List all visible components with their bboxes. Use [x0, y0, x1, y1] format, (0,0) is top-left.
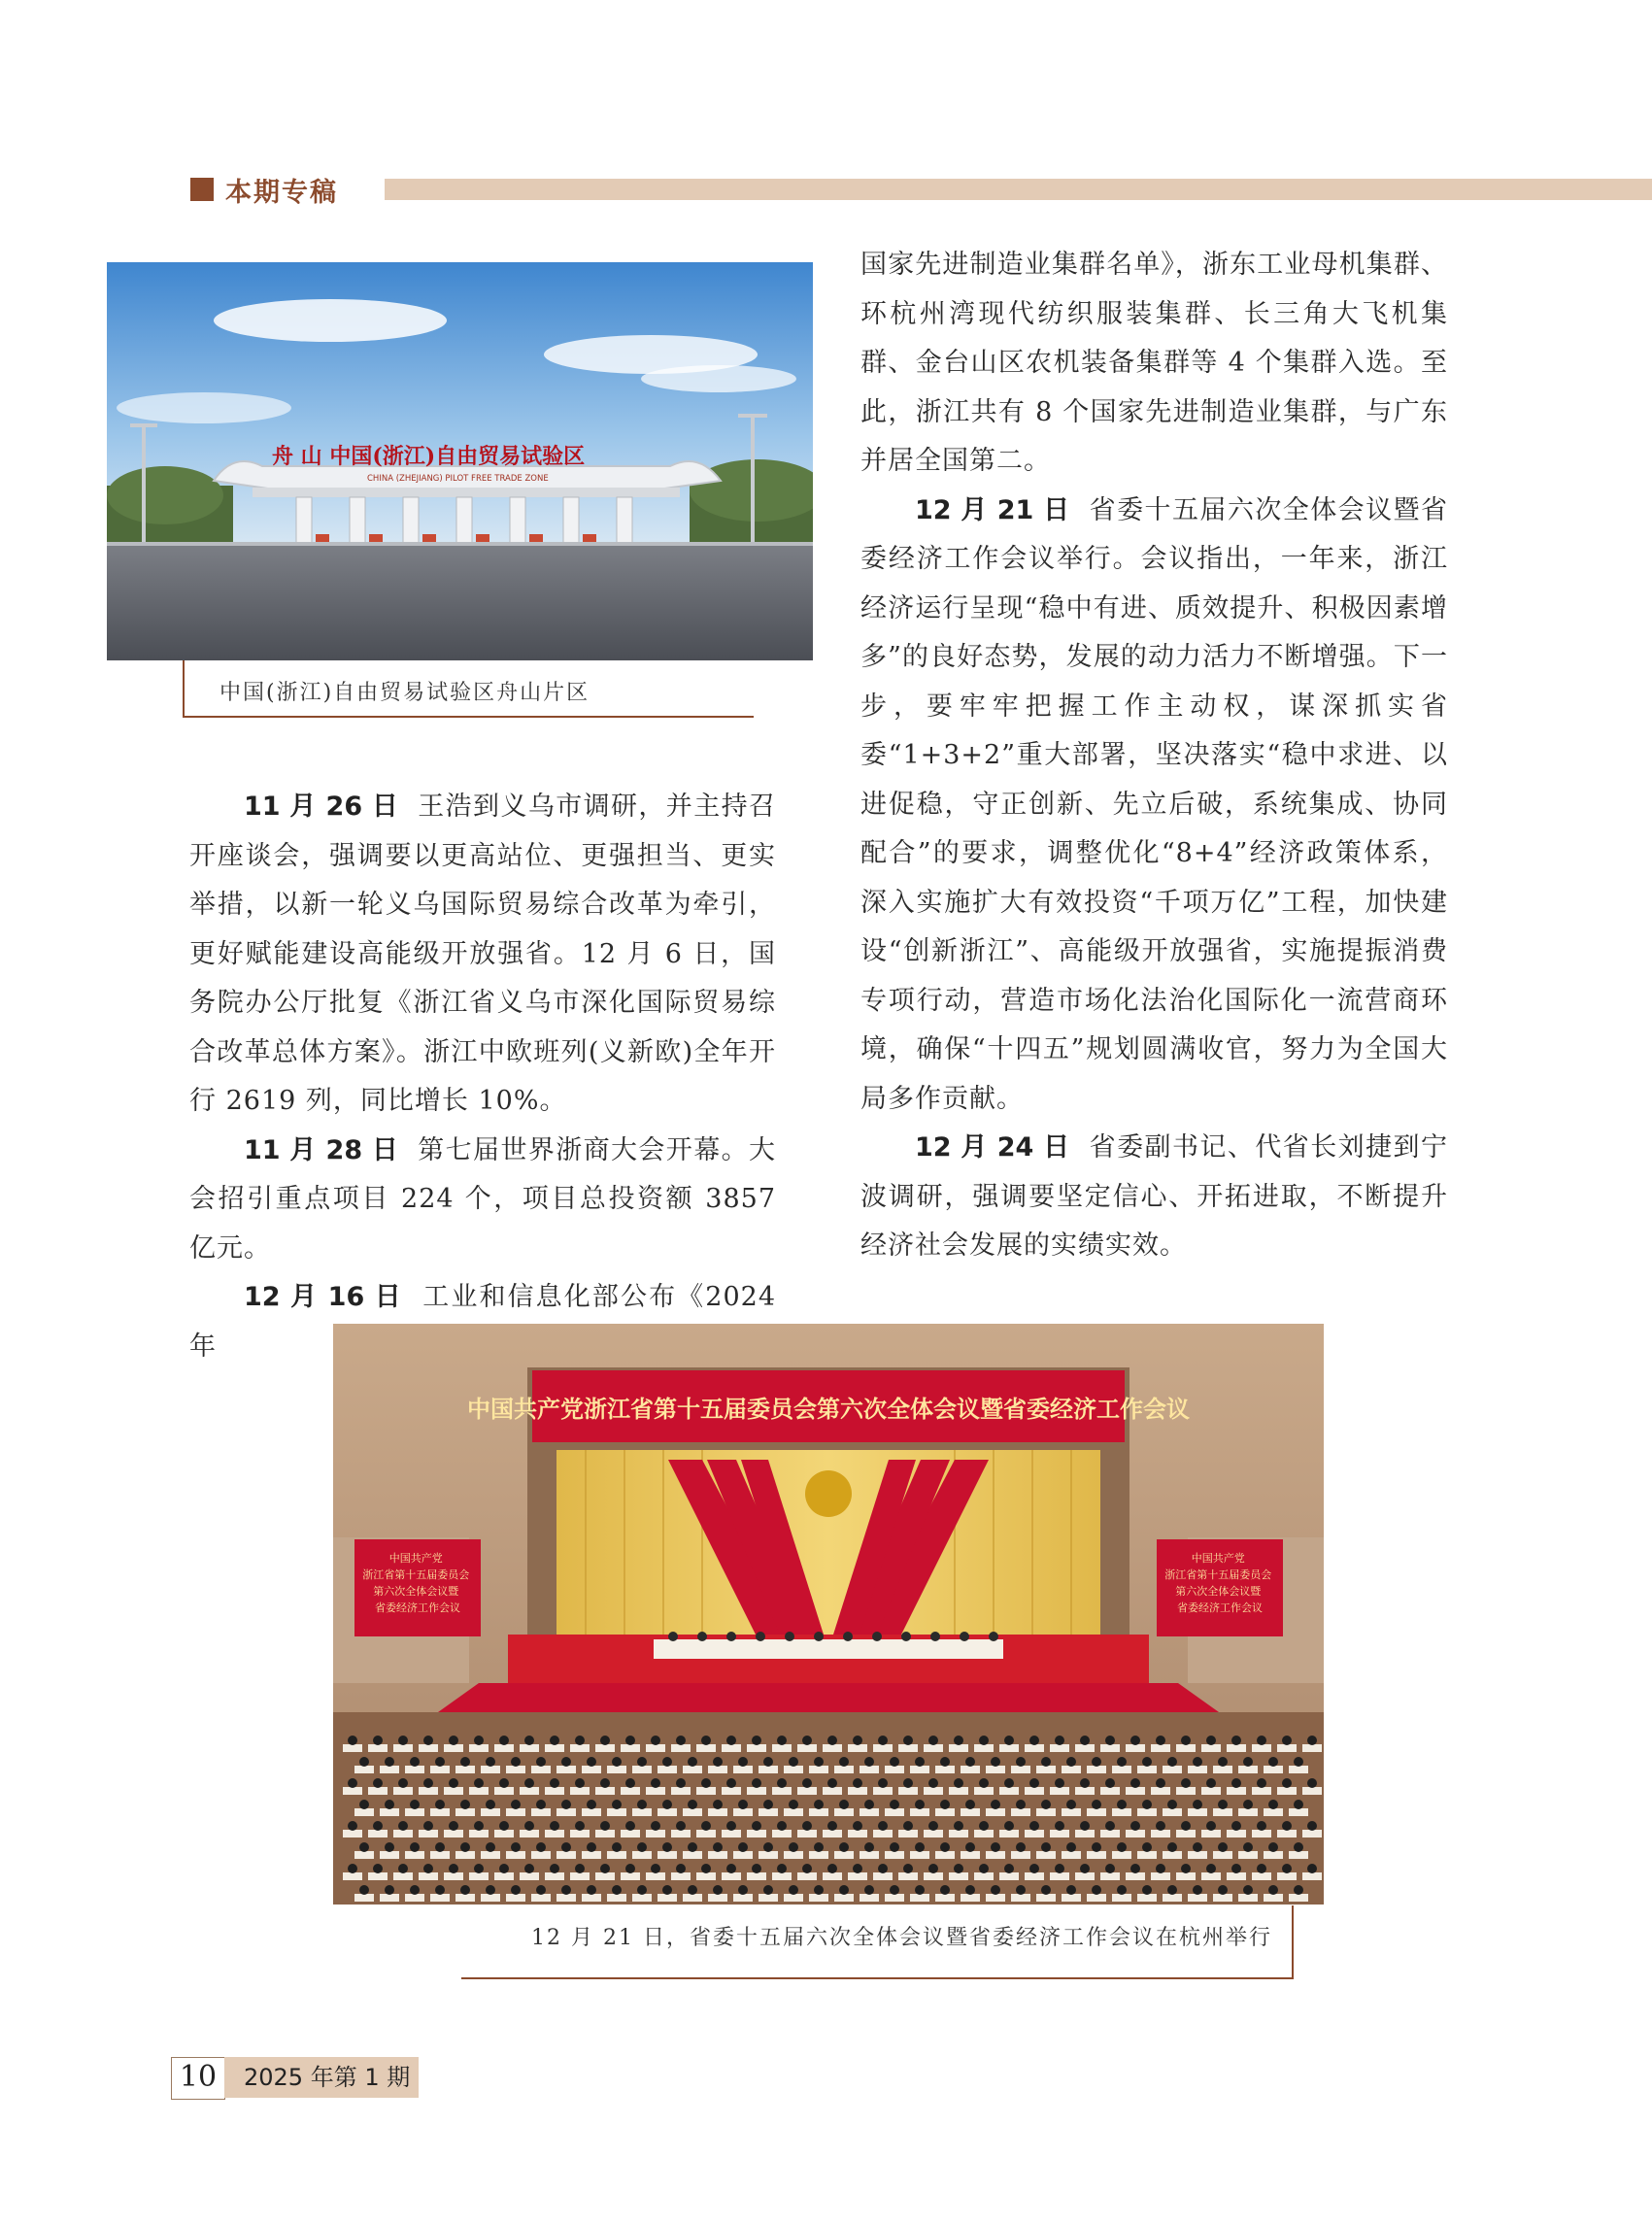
entry-date: 11 月 26 日	[244, 792, 399, 822]
section-marker-square	[190, 178, 214, 201]
gate-sign-english: CHINA (ZHEJIANG) PILOT FREE TRADE ZONE	[367, 474, 549, 484]
entry-text: 国家先进制造业集群名单》，浙东工业母机集群、环杭州湾现代纺织服装集群、长三角大飞机集群、金台山区农机装备集群等 4 个集群入选。至此，浙江共有 8 个国家先进制造业集群，与广东并居全国第二。	[860, 250, 1448, 476]
entry-text: 省委十五届六次全体会议暨省委经济工作会议举行。会议指出，一年来，浙江经济运行呈现“稳中有进、质效提升、积极因素增多”的良好态势，发展的动力活力不断增强。下一步，要牢牢把握工作主动权，谋深抓实省委“1+3+2”重大部署，坚决落实“稳中求进、以进促稳，守正创新、先立后破，系统集成、协同配合”的要求，调整优化“8+4”经济政策体系，深入实施扩大有效投资“千项万亿”工程，加快建设“创新浙江”、高能级开放强省，实施提振消费专项行动，营造市场化法治化国际化一流营商环境，确保“十四五”规划圆满收官，努力为全国大局多作贡献。	[860, 494, 1448, 1114]
entry-date: 12 月 24 日	[915, 1132, 1070, 1163]
photo-plenary-session	[333, 1324, 1324, 1905]
photo2-caption-rule	[461, 1977, 1294, 1979]
entry-text: 省委副书记、代省长刘捷到宁波调研，强调要坚定信心、开拓进取，不断提升经济社会发展的实绩实效。	[860, 1132, 1448, 1261]
photo-plenary-session-illustration	[333, 1324, 1324, 1905]
entry-nov-26	[189, 783, 776, 1127]
left-column	[189, 783, 776, 1371]
entry-text: 第七届世界浙商大会开幕。大会招引重点项目 224 个，项目总投资额 3857 亿元。	[189, 1134, 776, 1264]
issue-label: 2025 年第 1 期	[224, 2057, 419, 2098]
photo1-caption: 中国(浙江)自由贸易试验区舟山片区	[219, 681, 590, 705]
svg-text:中国共产党 浙江省第十五届委员会 第: 中国共产党 浙江省第十五届委员会 第六次全体会议暨 省委经济工作会议	[1164, 1552, 1272, 1614]
photo1-caption-left-rule	[183, 660, 185, 717]
entry-dec-16-continued	[860, 241, 1448, 487]
photo2-caption: 12 月 21 日，省委十五届六次全体会议暨省委经济工作会议在杭州举行	[531, 1926, 1272, 1950]
entry-text: 王浩到义乌市调研，并主持召开座谈会，强调要以更高站位、更强担当、更实举措，以新一轮义乌国际贸易综合改革为牵引，更好赋能建设高能级开放强省。12 月 6 日，国务院办公厅批复《浙江省义乌市深化国际贸易综合改革总体方案》。浙江中欧班列(义新欧)全年开行 2619 列，同比增长 10%。	[189, 792, 776, 1116]
section-title: 本期专稿	[225, 178, 338, 208]
photo2-caption-right-rule	[1292, 1905, 1294, 1979]
page-number: 10	[171, 2057, 225, 2100]
entry-nov-28	[189, 1127, 776, 1274]
gate-sign-chinese: 舟 山 中国(浙江)自由贸易试验区	[272, 444, 586, 469]
right-column	[860, 241, 1448, 1271]
entry-dec-21	[860, 487, 1448, 1125]
entry-date: 12 月 21 日	[915, 494, 1070, 525]
section-header-band	[385, 179, 1652, 200]
entry-date: 11 月 28 日	[244, 1134, 399, 1165]
entry-date: 12 月 16 日	[244, 1282, 402, 1312]
photo1-caption-bottom-rule	[183, 716, 754, 718]
photo-free-trade-zone-illustration	[107, 262, 813, 660]
svg-text:中国共产党 浙江省第十五届委员会 第: 中国共产党 浙江省第十五届委员会 第六次全体会议暨 省委经济工作会议	[362, 1552, 470, 1614]
entry-dec-24	[860, 1124, 1448, 1271]
photo-free-trade-zone	[107, 262, 813, 660]
party-emblem-icon	[805, 1470, 852, 1517]
entry-text: 工业和信息化部公布《2024 年	[189, 1282, 776, 1362]
hall-banner: 中国共产党浙江省第十五届委员会第六次全体会议暨省委经济工作会议	[467, 1395, 1190, 1423]
section-header	[190, 173, 1652, 206]
